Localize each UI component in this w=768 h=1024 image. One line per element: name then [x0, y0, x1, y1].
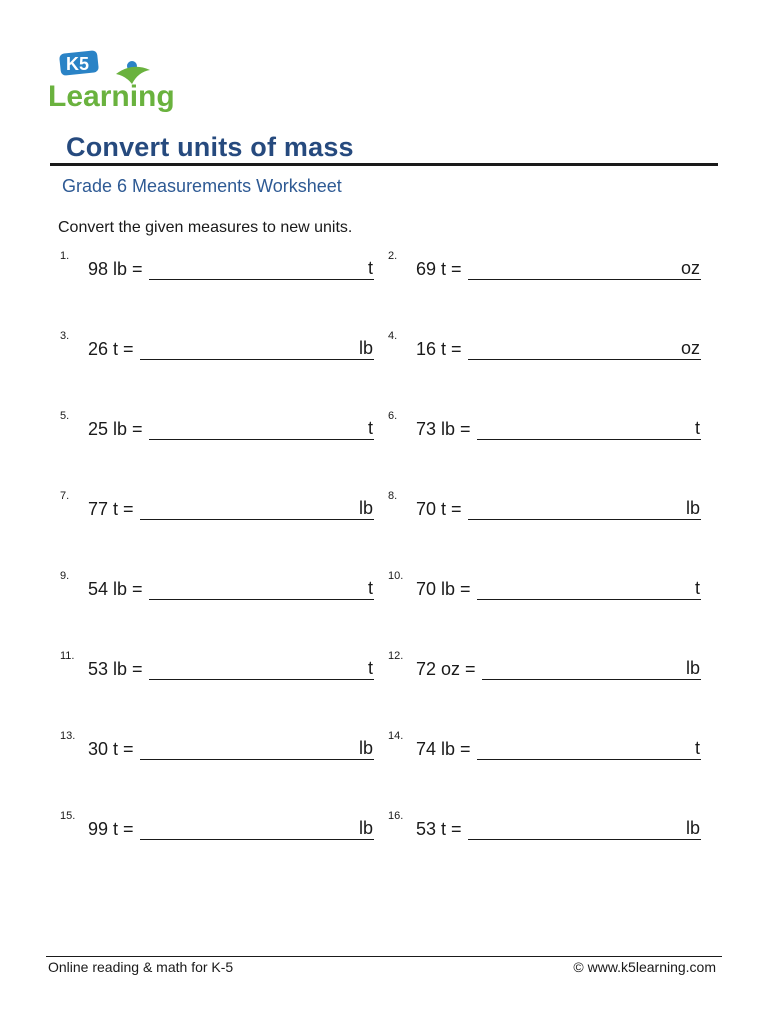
target-unit: t — [367, 418, 373, 438]
problem-item — [60, 252, 374, 280]
problem-number: 2. — [388, 250, 398, 262]
problem-number: 9. — [60, 570, 70, 582]
problem-number: 6. — [388, 410, 398, 422]
target-unit: oz — [680, 338, 700, 358]
problem-item — [388, 252, 701, 280]
problem-item — [388, 492, 701, 520]
problem-number: 5. — [60, 410, 70, 422]
problem-item — [388, 332, 701, 360]
answer-blank[interactable] — [140, 495, 374, 520]
target-unit: lb — [358, 498, 373, 518]
problem-item — [388, 812, 701, 840]
answer-blank[interactable] — [477, 735, 701, 760]
target-unit: lb — [685, 818, 700, 838]
problem-item — [388, 652, 701, 680]
problem-item — [60, 572, 374, 600]
answer-blank[interactable] — [140, 335, 374, 360]
problem-expression: 25 lb = — [88, 419, 143, 439]
target-unit: t — [694, 738, 700, 758]
problem-item — [388, 412, 701, 440]
problem-item — [60, 732, 374, 760]
problem-number: 12. — [388, 650, 404, 662]
target-unit: lb — [685, 498, 700, 518]
problem-expression: 54 lb = — [88, 579, 143, 599]
target-unit: oz — [680, 258, 700, 278]
problem-expression: 16 t = — [416, 339, 462, 359]
answer-blank[interactable] — [149, 655, 374, 680]
k5-learning-logo — [46, 48, 190, 114]
footer-copyright-link[interactable]: © www.k5learning.com — [573, 959, 716, 975]
problem-number: 1. — [60, 250, 70, 262]
answer-blank[interactable] — [468, 815, 701, 840]
problem-expression: 53 t = — [416, 819, 462, 839]
target-unit: t — [367, 258, 373, 278]
problem-expression: 26 t = — [88, 339, 134, 359]
problem-item — [60, 332, 374, 360]
problem-expression: 70 t = — [416, 499, 462, 519]
target-unit: lb — [685, 658, 700, 678]
answer-blank[interactable] — [477, 415, 701, 440]
problem-item — [60, 652, 374, 680]
logo-word: Learning — [48, 80, 175, 113]
problem-item — [60, 492, 374, 520]
problem-expression: 77 t = — [88, 499, 134, 519]
answer-blank[interactable] — [468, 335, 701, 360]
target-unit: lb — [358, 338, 373, 358]
problem-expression: 30 t = — [88, 739, 134, 759]
worksheet-title: Convert units of mass — [66, 132, 354, 162]
problem-expression: 69 t = — [416, 259, 462, 279]
problem-number: 7. — [60, 490, 70, 502]
answer-blank[interactable] — [140, 815, 374, 840]
target-unit: lb — [358, 738, 373, 758]
problem-item — [388, 572, 701, 600]
answer-blank[interactable] — [149, 255, 374, 280]
target-unit: t — [367, 658, 373, 678]
footer-divider — [46, 956, 722, 957]
answer-blank[interactable] — [477, 575, 701, 600]
answer-blank[interactable] — [482, 655, 701, 680]
answer-blank[interactable] — [140, 735, 374, 760]
problem-item — [60, 812, 374, 840]
footer-tagline: Online reading & math for K-5 — [48, 959, 234, 975]
problem-item — [60, 412, 374, 440]
problem-number: 4. — [388, 330, 398, 342]
worksheet-subtitle: Grade 6 Measurements Worksheet — [62, 176, 342, 196]
target-unit: t — [367, 578, 373, 598]
problem-expression: 70 lb = — [416, 579, 471, 599]
target-unit: t — [694, 578, 700, 598]
answer-blank[interactable] — [149, 575, 374, 600]
logo-badge-text: K5 — [66, 54, 90, 74]
target-unit: lb — [358, 818, 373, 838]
problem-number: 16. — [388, 810, 404, 822]
title-divider — [50, 163, 718, 166]
answer-blank[interactable] — [468, 255, 701, 280]
answer-blank[interactable] — [468, 495, 701, 520]
problem-number: 13. — [60, 730, 76, 742]
problem-number: 15. — [60, 810, 76, 822]
problem-number: 3. — [60, 330, 70, 342]
problem-expression: 99 t = — [88, 819, 134, 839]
problem-expression: 98 lb = — [88, 259, 143, 279]
problem-expression: 72 oz = — [416, 659, 476, 679]
problem-expression: 53 lb = — [88, 659, 143, 679]
problem-expression: 74 lb = — [416, 739, 471, 759]
answer-blank[interactable] — [149, 415, 374, 440]
problem-number: 11. — [60, 650, 75, 662]
problem-number: 14. — [388, 730, 404, 742]
problem-item — [388, 732, 701, 760]
problem-number: 10. — [388, 570, 404, 582]
problem-expression: 73 lb = — [416, 419, 471, 439]
instructions: Convert the given measures to new units. — [58, 219, 353, 236]
problem-number: 8. — [388, 490, 398, 502]
target-unit: t — [694, 418, 700, 438]
